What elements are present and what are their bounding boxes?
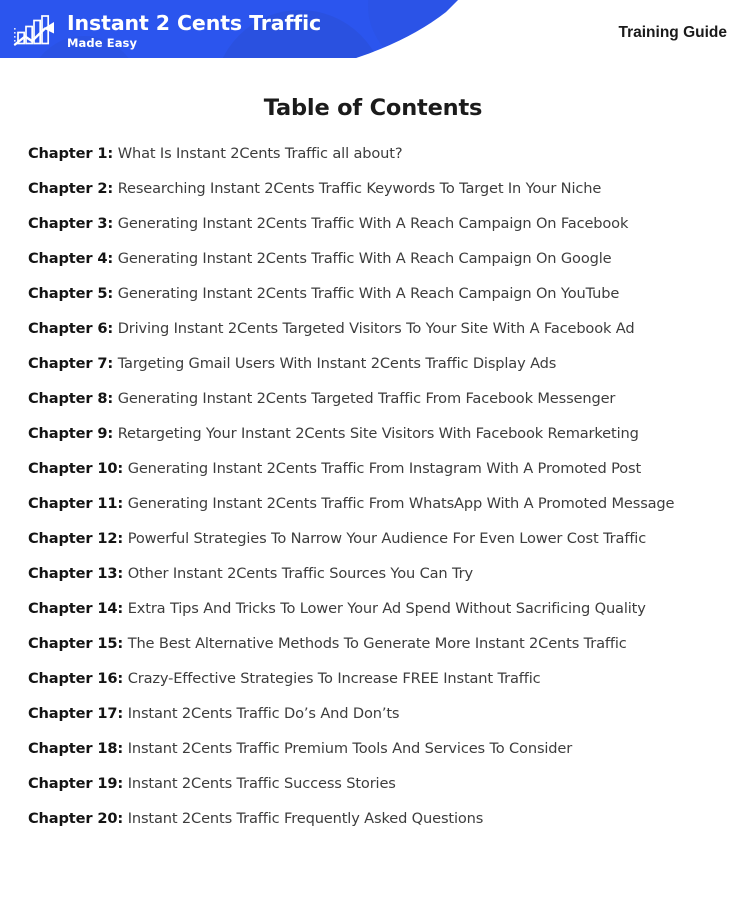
- toc-chapter-title: What Is Instant 2Cents Traffic all about?: [117, 145, 403, 162]
- table-of-contents-list: [28, 143, 728, 843]
- toc-chapter-title: Generating Instant 2Cents Targeted Traffic From Facebook Messenger: [117, 390, 616, 407]
- toc-chapter-label: Chapter 15:: [28, 635, 124, 652]
- toc-entry[interactable]: [28, 353, 728, 388]
- toc-entry[interactable]: [28, 143, 728, 178]
- toc-entry[interactable]: [28, 493, 728, 528]
- toc-entry[interactable]: [28, 423, 728, 458]
- toc-chapter-title: Other Instant 2Cents Traffic Sources You Can Try: [127, 565, 473, 582]
- toc-entry[interactable]: [28, 528, 728, 563]
- toc-chapter-label: Chapter 11:: [28, 495, 124, 512]
- toc-chapter-title: Instant 2Cents Traffic Premium Tools And Services To Consider: [127, 740, 573, 757]
- toc-chapter-title: Targeting Gmail Users With Instant 2Cents Traffic Display Ads: [117, 355, 557, 372]
- toc-chapter-title: The Best Alternative Methods To Generate More Instant 2Cents Traffic: [127, 635, 627, 652]
- toc-entry[interactable]: [28, 703, 728, 738]
- toc-chapter-label: Chapter 1:: [28, 145, 114, 162]
- toc-chapter-label: Chapter 6:: [28, 320, 114, 337]
- toc-chapter-label: Chapter 2:: [28, 180, 114, 197]
- page-title: Table of Contents: [263, 95, 483, 121]
- toc-entry[interactable]: [28, 598, 728, 633]
- toc-chapter-label: Chapter 8:: [28, 390, 114, 407]
- toc-chapter-label: Chapter 7:: [28, 355, 114, 372]
- toc-chapter-title: Instant 2Cents Traffic Do’s And Don’ts: [127, 705, 400, 722]
- toc-chapter-label: Chapter 9:: [28, 425, 114, 442]
- toc-entry[interactable]: [28, 318, 728, 353]
- toc-chapter-label: Chapter 16:: [28, 670, 124, 687]
- toc-chapter-label: Chapter 12:: [28, 530, 124, 547]
- toc-chapter-label: Chapter 17:: [28, 705, 124, 722]
- toc-chapter-title: Instant 2Cents Traffic Success Stories: [127, 775, 396, 792]
- toc-chapter-label: Chapter 5:: [28, 285, 114, 302]
- toc-entry[interactable]: [28, 178, 728, 213]
- toc-chapter-title: Powerful Strategies To Narrow Your Audience For Even Lower Cost Traffic: [127, 530, 647, 547]
- bar-chart-growth-arrow-icon: [12, 14, 58, 48]
- toc-chapter-label: Chapter 20:: [28, 810, 124, 827]
- training-guide-label: Training Guide: [618, 24, 727, 41]
- toc-chapter-title: Driving Instant 2Cents Targeted Visitors To Your Site With A Facebook Ad: [117, 320, 635, 337]
- brand-title: Instant 2 Cents Traffic: [67, 11, 322, 35]
- toc-chapter-title: Instant 2Cents Traffic Frequently Asked Questions: [127, 810, 484, 827]
- toc-chapter-label: Chapter 13:: [28, 565, 124, 582]
- brand-subtitle: Made Easy: [67, 35, 138, 50]
- page-header: [0, 0, 746, 62]
- toc-chapter-title: Researching Instant 2Cents Traffic Keywords To Target In Your Niche: [117, 180, 602, 197]
- toc-entry[interactable]: [28, 808, 728, 843]
- toc-entry[interactable]: [28, 563, 728, 598]
- toc-entry[interactable]: [28, 738, 728, 773]
- toc-chapter-title: Generating Instant 2Cents Traffic From Instagram With A Promoted Post: [127, 460, 642, 477]
- toc-chapter-title: Extra Tips And Tricks To Lower Your Ad Spend Without Sacrificing Quality: [127, 600, 646, 617]
- toc-chapter-label: Chapter 14:: [28, 600, 124, 617]
- toc-entry[interactable]: [28, 633, 728, 668]
- toc-entry[interactable]: [28, 213, 728, 248]
- brand-lockup: [12, 8, 321, 54]
- toc-chapter-label: Chapter 19:: [28, 775, 124, 792]
- toc-entry[interactable]: [28, 283, 728, 318]
- toc-chapter-title: Generating Instant 2Cents Traffic With A Reach Campaign On Facebook: [117, 215, 629, 232]
- toc-entry[interactable]: [28, 248, 728, 283]
- toc-chapter-label: Chapter 10:: [28, 460, 124, 477]
- toc-chapter-title: Generating Instant 2Cents Traffic With A Reach Campaign On Google: [117, 250, 612, 267]
- toc-chapter-title: Generating Instant 2Cents Traffic With A Reach Campaign On YouTube: [117, 285, 620, 302]
- toc-entry[interactable]: [28, 388, 728, 423]
- toc-chapter-title: Generating Instant 2Cents Traffic From WhatsApp With A Promoted Message: [127, 495, 675, 512]
- brand-text-block: [67, 13, 321, 49]
- toc-chapter-label: Chapter 3:: [28, 215, 114, 232]
- toc-chapter-title: Crazy-Effective Strategies To Increase FREE Instant Traffic: [127, 670, 541, 687]
- toc-entry[interactable]: [28, 668, 728, 703]
- toc-entry[interactable]: [28, 773, 728, 808]
- toc-chapter-label: Chapter 18:: [28, 740, 124, 757]
- toc-chapter-label: Chapter 4:: [28, 250, 114, 267]
- toc-entry[interactable]: [28, 458, 728, 493]
- toc-chapter-title: Retargeting Your Instant 2Cents Site Visitors With Facebook Remarketing: [117, 425, 639, 442]
